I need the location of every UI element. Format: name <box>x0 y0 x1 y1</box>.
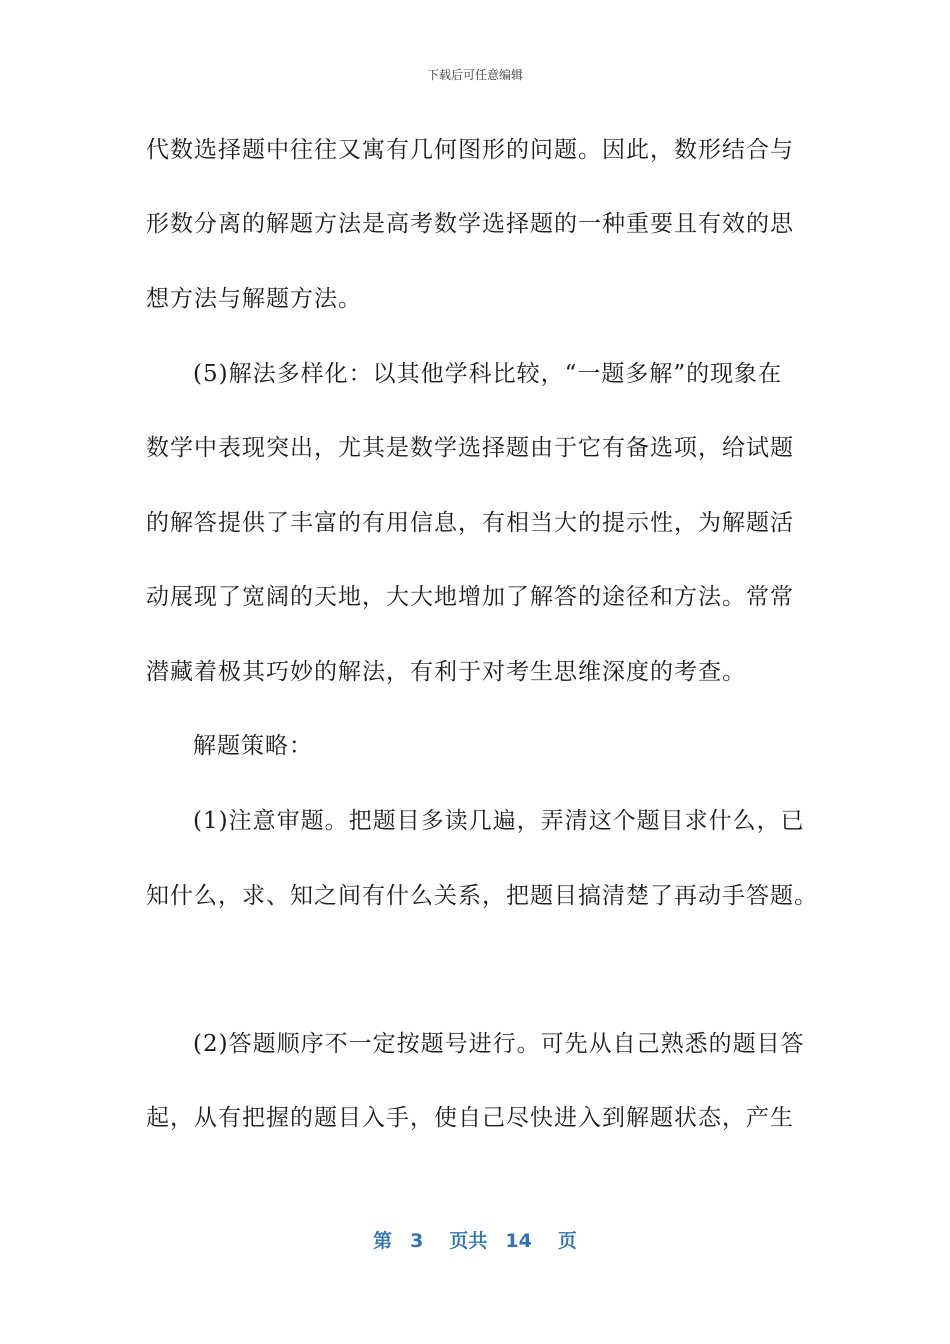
text-line: (5)解法多样化：以其他学科比较，“一题多解”的现象在 <box>193 361 783 387</box>
footer-total-pages: 14 <box>505 1230 532 1252</box>
text-line: 动展现了宽阔的天地，大大地增加了解答的途径和方法。常常 <box>146 584 794 610</box>
text-line: 知什么，求、知之间有什么关系，把题目搞清楚了再动手答题。 <box>146 883 818 909</box>
footer-current-page: 3 <box>410 1230 424 1252</box>
page-footer <box>0 1226 950 1253</box>
footer-middle: 页共 <box>449 1230 488 1252</box>
text-line: 代数选择题中往往又寓有几何图形的问题。因此，数形结合与 <box>146 137 794 163</box>
text-line: 想方法与解题方法。 <box>146 286 362 312</box>
text-line: 的解答提供了丰富的有用信息，有相当大的提示性，为解题活 <box>146 510 794 536</box>
text-line: (1)注意审题。把题目多读几遍，弄清这个题目求什么，已 <box>193 808 805 834</box>
section-heading: 解题策略： <box>193 733 313 759</box>
text-line: 潜藏着极其巧妙的解法，有利于对考生思维深度的考查。 <box>146 659 746 685</box>
text-line: 起，从有把握的题目入手，使自己尽快进入到解题状态，产生 <box>146 1105 794 1131</box>
text-line: 形数分离的解题方法是高考数学选择题的一种重要且有效的思 <box>146 211 794 237</box>
text-line: (2)答题顺序不一定按题号进行。可先从自己熟悉的题目答 <box>193 1031 805 1057</box>
text-line: 数学中表现突出，尤其是数学选择题由于它有备选项，给试题 <box>146 435 794 461</box>
page-header-note: 下载后可任意编辑 <box>426 68 523 82</box>
footer-prefix: 第 <box>373 1230 393 1252</box>
footer-suffix: 页 <box>557 1230 577 1252</box>
